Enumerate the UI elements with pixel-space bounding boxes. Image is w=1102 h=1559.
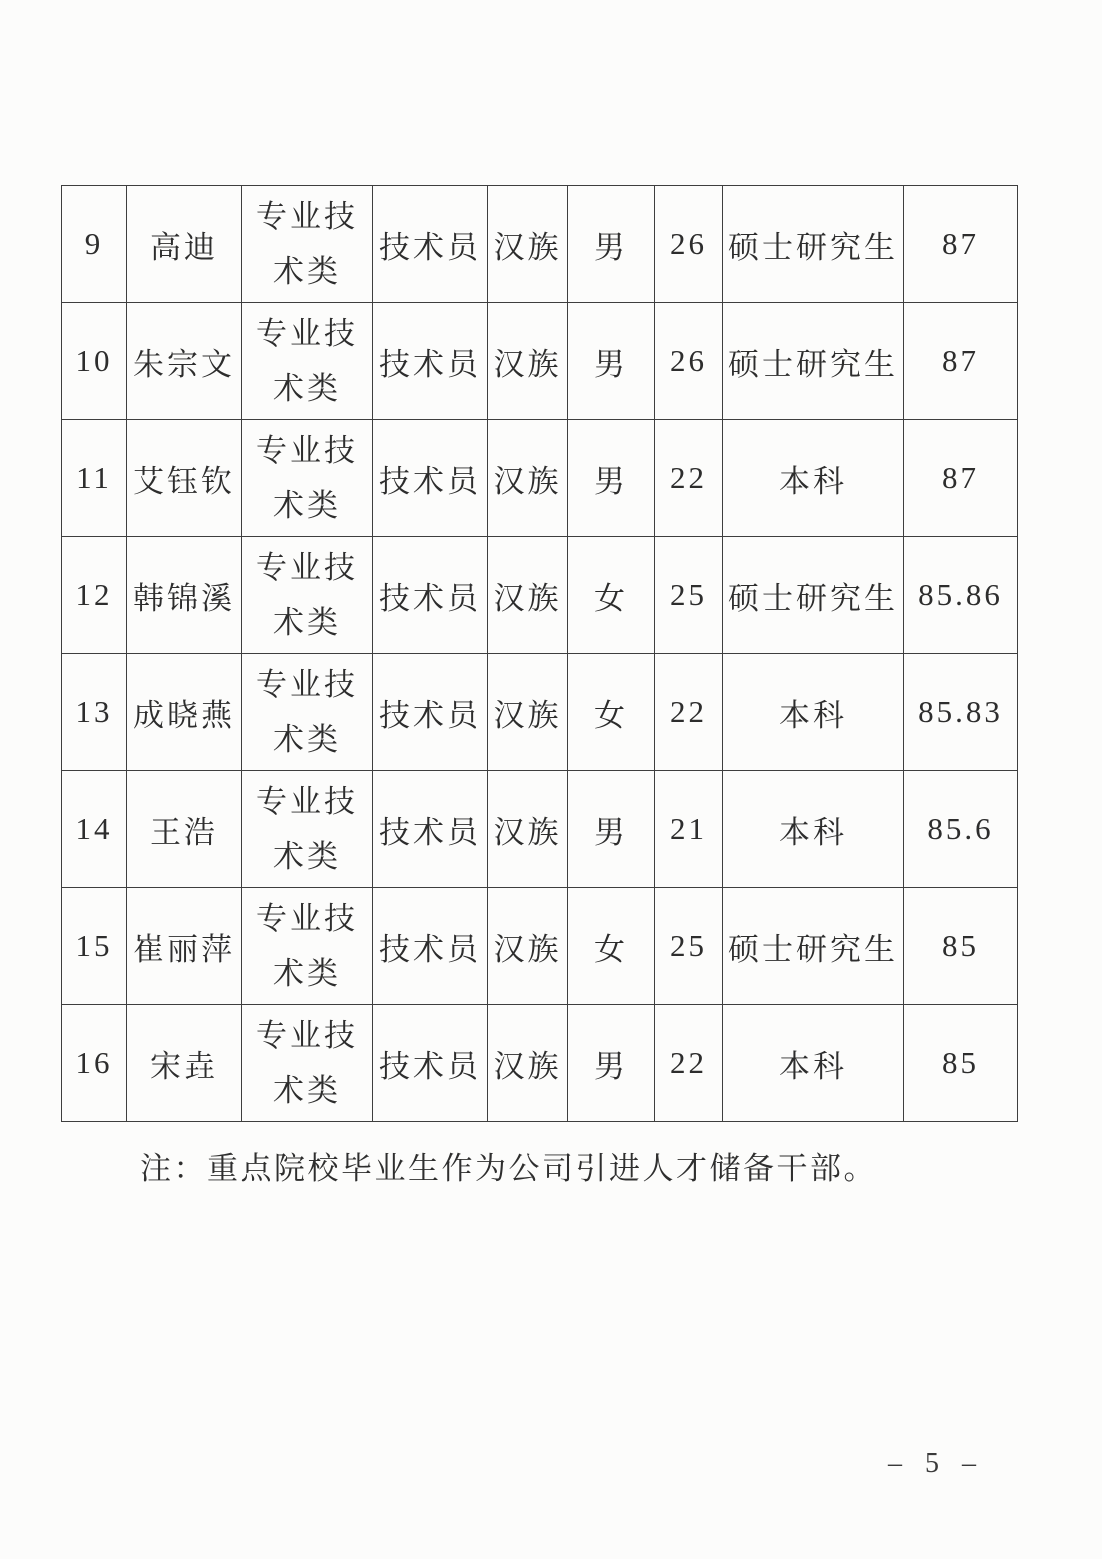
cell-gender: 男 xyxy=(568,303,655,420)
cell-no: 16 xyxy=(62,1005,127,1122)
cell-age: 26 xyxy=(655,303,723,420)
cell-score: 85.6 xyxy=(904,771,1018,888)
cell-age: 25 xyxy=(655,888,723,1005)
cell-score: 85 xyxy=(904,1005,1018,1122)
footnote: 注：重点院校毕业生作为公司引进人才储备干部。 xyxy=(140,1151,877,1186)
cell-position: 技术员 xyxy=(373,771,488,888)
cell-name: 韩锦溪 xyxy=(127,537,242,654)
cell-ethnicity: 汉族 xyxy=(488,771,568,888)
cell-age: 22 xyxy=(655,1005,723,1122)
cell-category: 专业技术类 xyxy=(242,771,373,888)
cell-name: 艾钰钦 xyxy=(127,420,242,537)
candidates-table xyxy=(61,185,1018,1122)
cell-name: 成晓燕 xyxy=(127,654,242,771)
cell-name: 高迪 xyxy=(127,186,242,303)
page-number: – 5 – xyxy=(888,1448,984,1479)
cell-ethnicity: 汉族 xyxy=(488,537,568,654)
cell-ethnicity: 汉族 xyxy=(488,1005,568,1122)
cell-gender: 女 xyxy=(568,537,655,654)
cell-position: 技术员 xyxy=(373,303,488,420)
cell-score: 87 xyxy=(904,303,1018,420)
cell-no: 9 xyxy=(62,186,127,303)
cell-category: 专业技术类 xyxy=(242,888,373,1005)
cell-education: 硕士研究生 xyxy=(723,537,904,654)
cell-no: 14 xyxy=(62,771,127,888)
cell-education: 硕士研究生 xyxy=(723,303,904,420)
cell-gender: 男 xyxy=(568,1005,655,1122)
cell-education: 本科 xyxy=(723,771,904,888)
table-row xyxy=(62,1005,1018,1122)
cell-score: 85.86 xyxy=(904,537,1018,654)
cell-category: 专业技术类 xyxy=(242,537,373,654)
cell-position: 技术员 xyxy=(373,420,488,537)
cell-name: 王浩 xyxy=(127,771,242,888)
table-row xyxy=(62,888,1018,1005)
cell-name: 宋垚 xyxy=(127,1005,242,1122)
cell-age: 26 xyxy=(655,186,723,303)
cell-no: 10 xyxy=(62,303,127,420)
cell-education: 本科 xyxy=(723,1005,904,1122)
cell-category: 专业技术类 xyxy=(242,654,373,771)
table-row xyxy=(62,186,1018,303)
cell-no: 12 xyxy=(62,537,127,654)
cell-position: 技术员 xyxy=(373,888,488,1005)
cell-score: 87 xyxy=(904,420,1018,537)
cell-category: 专业技术类 xyxy=(242,186,373,303)
cell-position: 技术员 xyxy=(373,654,488,771)
cell-ethnicity: 汉族 xyxy=(488,303,568,420)
cell-name: 朱宗文 xyxy=(127,303,242,420)
table-row xyxy=(62,303,1018,420)
cell-gender: 女 xyxy=(568,888,655,1005)
table-row xyxy=(62,537,1018,654)
cell-score: 85.83 xyxy=(904,654,1018,771)
cell-age: 21 xyxy=(655,771,723,888)
cell-category: 专业技术类 xyxy=(242,303,373,420)
table-row xyxy=(62,771,1018,888)
cell-age: 25 xyxy=(655,537,723,654)
cell-position: 技术员 xyxy=(373,1005,488,1122)
cell-score: 85 xyxy=(904,888,1018,1005)
cell-ethnicity: 汉族 xyxy=(488,420,568,537)
cell-education: 硕士研究生 xyxy=(723,186,904,303)
cell-ethnicity: 汉族 xyxy=(488,888,568,1005)
cell-name: 崔丽萍 xyxy=(127,888,242,1005)
cell-age: 22 xyxy=(655,654,723,771)
cell-ethnicity: 汉族 xyxy=(488,186,568,303)
cell-gender: 男 xyxy=(568,420,655,537)
cell-education: 硕士研究生 xyxy=(723,888,904,1005)
cell-position: 技术员 xyxy=(373,537,488,654)
table-row xyxy=(62,654,1018,771)
cell-no: 15 xyxy=(62,888,127,1005)
cell-category: 专业技术类 xyxy=(242,1005,373,1122)
cell-education: 本科 xyxy=(723,654,904,771)
cell-gender: 女 xyxy=(568,654,655,771)
cell-no: 13 xyxy=(62,654,127,771)
cell-gender: 男 xyxy=(568,771,655,888)
cell-gender: 男 xyxy=(568,186,655,303)
table-row xyxy=(62,420,1018,537)
cell-position: 技术员 xyxy=(373,186,488,303)
cell-age: 22 xyxy=(655,420,723,537)
cell-category: 专业技术类 xyxy=(242,420,373,537)
cell-no: 11 xyxy=(62,420,127,537)
cell-education: 本科 xyxy=(723,420,904,537)
cell-ethnicity: 汉族 xyxy=(488,654,568,771)
cell-score: 87 xyxy=(904,186,1018,303)
